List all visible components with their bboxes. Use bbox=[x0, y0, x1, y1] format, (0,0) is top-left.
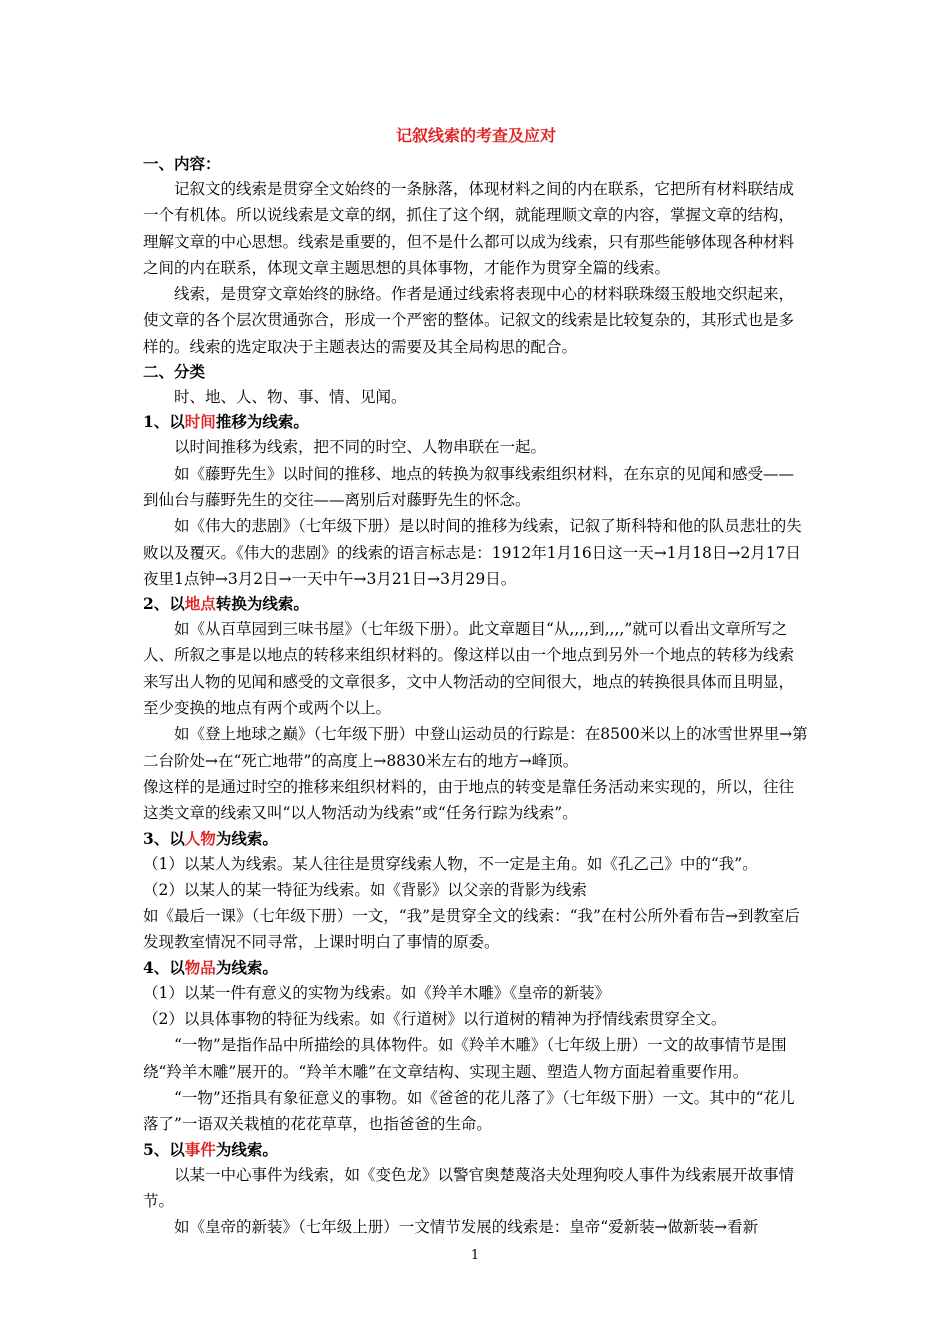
highlight-keyword: 事件 bbox=[184, 1139, 216, 1159]
paragraph: “一物”是指作品中所描绘的具体物件。如《羚羊木雕》（七年级上册）一文的故事情节是围绕“羚羊木雕”展开的。“羚羊木雕”在文章结构、实现主题、塑造人物方面起着重要作用。 bbox=[143, 1036, 787, 1081]
paragraph: 记叙文的线索是贯穿全文始终的一条脉落，体现材料之间的内在联系，它把所有材料联结成一个有机体。所以说线索是文章的纲，抓住了这个纲，就能理顺文章的内容，掌握文章的结构，理解文章的中心思想。线索是重要的，但不是什么都可以成为线索，只有那些能够体现各种材料之间的内在联系，体现文章主题思想的具体事物，才能作为贯穿全篇的线索。 bbox=[143, 180, 795, 277]
highlight-keyword: 时间 bbox=[184, 412, 216, 432]
paragraph: （1）以某一件有意义的实物为线索。如《羚羊木雕》《皇帝的新装》 bbox=[143, 983, 611, 1002]
paragraph: 像这样的是通过时空的推移来组织材料的，由于地点的转变是靠任务活动来实现的，所以，往往这类文章的线索又叫“以人物活动为线索”或“任务行踪为线索”。 bbox=[143, 777, 795, 823]
document-title: 记叙线索的考查及应对 bbox=[395, 126, 556, 145]
subsection-heading-event: 5、以事件为线索。 bbox=[143, 1139, 278, 1159]
highlight-keyword: 地点 bbox=[184, 594, 216, 614]
paragraph: （2）以具体事物的特征为线索。如《行道树》以行道树的精神为抒情线索贯穿全文。 bbox=[143, 1010, 727, 1029]
section-heading-content: 一、内容： bbox=[143, 154, 221, 173]
paragraph: （1）以某人为线索。某人往往是贯穿线索人物，不一定是主角。如《孔乙己》中的“我”。 bbox=[143, 854, 758, 873]
subsection-heading-time: 1、以时间推移为线索。 bbox=[143, 412, 309, 432]
document-body bbox=[143, 124, 809, 1240]
paragraph: 时、地、人、物、事、情、见闻。 bbox=[174, 388, 407, 407]
paragraph: 线索，是贯穿文章始终的脉络。作者是通过线索将表现中心的材料联珠缀玉般地交织起来，使文章的各个层次贯通弥合，形成一个严密的整体。记叙文的线索是比较复杂的，其形式也是多样的。线索的选定取决于主题表达的需要及其全局构思的配合。 bbox=[143, 285, 795, 356]
paragraph: （2）以某人的某一特征为线索。如《背影》以父亲的背影为线索 bbox=[143, 880, 587, 899]
subsection-heading-person: 3、以人物为线索。 bbox=[143, 828, 278, 848]
paragraph: 如《伟大的悲剧》（七年级下册）是以时间的推移为线索，记叙了斯科特和他的队员悲壮的失败以及覆灭。《伟大的悲剧》的线索的语言标志是：1912年1月16日这一天→1月18日→2月17日夜里1点钟→3月2日→一天中午→3月21日→3月29日。 bbox=[143, 517, 802, 588]
paragraph: 如《登上地球之巅》（七年级下册）中登山运动员的行踪是：在8500米以上的冰雪世界里→第二台阶处→在“死亡地带”的高度上→8830米左右的地方→峰顶。 bbox=[143, 725, 808, 770]
paragraph: 以时间推移为线索，把不同的时空、人物串联在一起。 bbox=[174, 438, 547, 457]
highlight-keyword: 物品 bbox=[184, 957, 216, 977]
paragraph: 以某一中心事件为线索，如《变色龙》以警官奥楚蔑洛夫处理狗咬人事件为线索展开故事情节。 bbox=[143, 1165, 795, 1210]
page-number: 1 bbox=[470, 1248, 480, 1263]
paragraph: 如《藤野先生》以时间的推移、地点的转换为叙事线索组织材料，在东京的见闻和感受——到仙台与藤野先生的交往——离别后对藤野先生的怀念。 bbox=[143, 464, 795, 509]
section-heading-classification: 二、分类 bbox=[143, 362, 206, 382]
highlight-keyword: 人物 bbox=[184, 828, 216, 848]
paragraph: “一物”还指具有象征意义的事物。如《爸爸的花儿落了》（七年级下册）一文。其中的“花儿落了”一语双关栽植的花花草草，也指爸爸的生命。 bbox=[143, 1088, 795, 1134]
paragraph: 如《从百草园到三味书屋》（七年级下册）。此文章题目“从,,,,到,,,,”就可以看出文章所写之人、所叙之事是以地点的转移来组织材料的。像这样以由一个地点到另外一个地点的转移为线索来写出人物的见闻和感受的文章很多，文中人物活动的空间很大，地点的转换很具体而且明显，至少变换的地点有两个或两个以上。 bbox=[143, 620, 795, 718]
paragraph: 如《皇帝的新装》（七年级上册）一文情节发展的线索是：皇帝“爱新装→做新装→看新 bbox=[174, 1218, 759, 1237]
subsection-heading-object: 4、以物品为线索。 bbox=[143, 957, 278, 977]
paragraph: 如《最后一课》（七年级下册）一文，“我”是贯穿全文的线索：“我”在村公所外看布告→到教室后发现教室情况不同寻常，上课时明白了事情的原委。 bbox=[143, 907, 800, 952]
subsection-heading-place: 2、以地点转换为线索。 bbox=[143, 594, 309, 614]
